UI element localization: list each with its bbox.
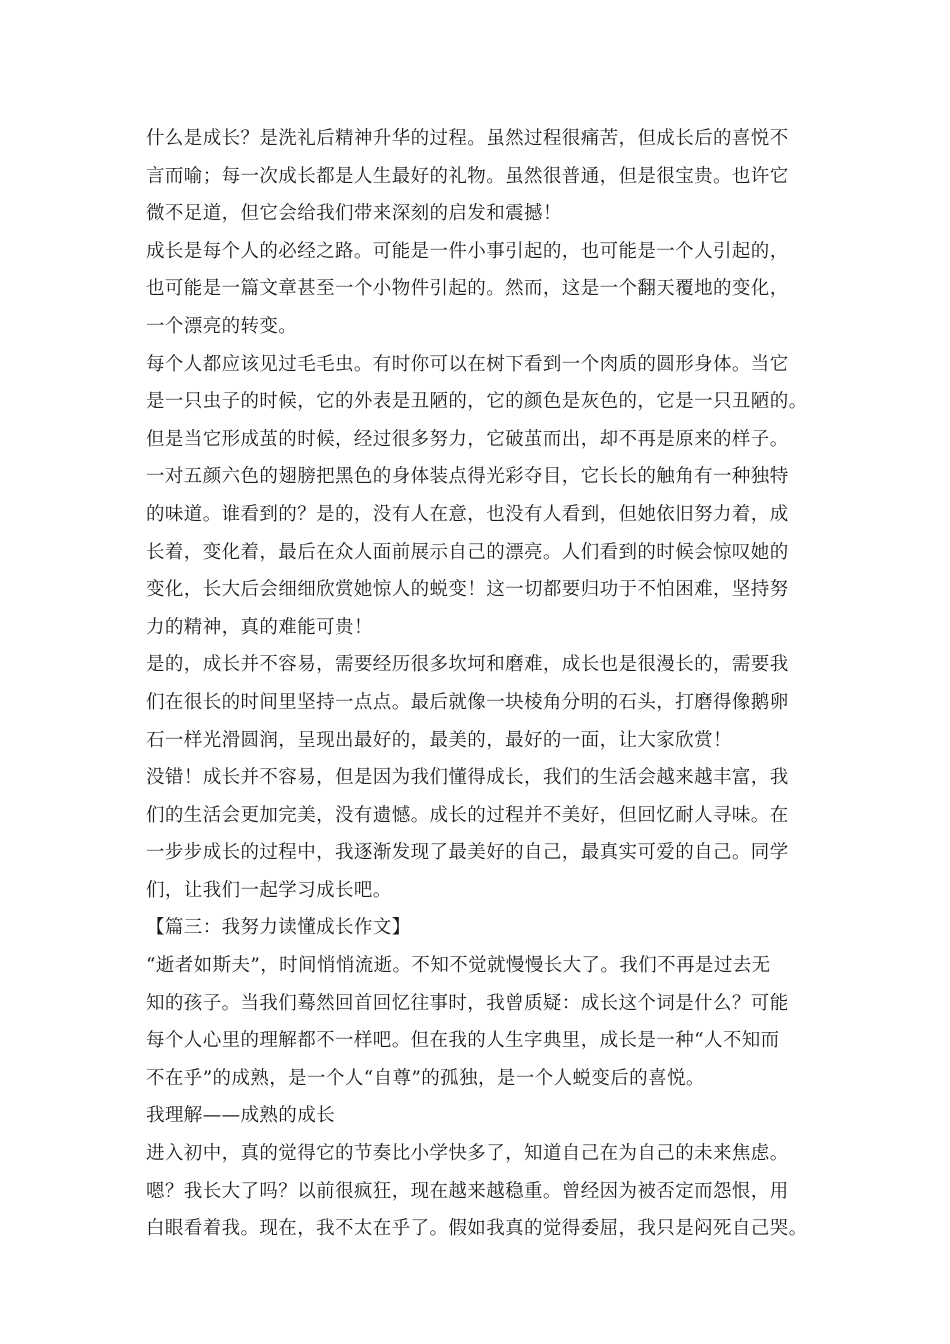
text-line: 们的生活会更加完美，没有遗憾。成长的过程并不美好，但回忆耐人寻味。在 (146, 804, 789, 826)
text-line: 知的孩子。当我们蓦然回首回忆往事时，我曾质疑：成长这个词是什么？可能 (146, 992, 789, 1014)
essay-body (146, 120, 846, 1248)
text-line: 没错！成长并不容易，但是因为我们懂得成长，我们的生活会越来越丰富，我 (146, 767, 789, 789)
text-line: 一个漂亮的转变。 (146, 315, 298, 337)
text-line: 言而喻；每一次成长都是人生最好的礼物。虽然很普通，但是很宝贵。也许它 (146, 165, 789, 187)
text-line: 白眼看着我。现在，我不太在乎了。假如我真的觉得委屈，我只是闷死自己哭。 (146, 1218, 808, 1240)
text-line: 微不足道，但它会给我们带来深刻的启发和震撼！ (146, 203, 562, 225)
text-line: 是的，成长并不容易，需要经历很多坎坷和磨难，成长也是很漫长的，需要我 (146, 654, 789, 676)
text-line: 们在很长的时间里坚持一点点。最后就像一块棱角分明的石头，打磨得像鹅卵 (146, 691, 789, 713)
text-line: 什么是成长？是洗礼后精神升华的过程。虽然过程很痛苦，但成长后的喜悦不 (146, 128, 789, 149)
text-line: 进入初中，真的觉得它的节奏比小学快多了，知道自己在为自己的未来焦虑。 (146, 1143, 789, 1165)
text-line: 成长是每个人的必经之路。可能是一件小事引起的，也可能是一个人引起的， (146, 240, 789, 262)
text-line: 变化，长大后会细细欣赏她惊人的蜕变！这一切都要归功于不怕困难，坚持努 (146, 579, 789, 601)
text-line: 但是当它形成茧的时候，经过很多努力，它破茧而出，却不再是原来的样子。 (146, 428, 789, 450)
text-line: 一对五颜六色的翅膀把黑色的身体装点得光彩夺目，它长长的触角有一种独特 (146, 466, 789, 488)
text-line: 也可能是一篇文章甚至一个小物件引起的。然而，这是一个翻天覆地的变化， (146, 278, 789, 300)
text-line: 力的精神，真的难能可贵！ (146, 616, 373, 638)
text-line: 是一只虫子的时候，它的外表是丑陋的，它的颜色是灰色的，它是一只丑陋的。 (146, 391, 808, 413)
text-line: 的味道。谁看到的？是的，没有人在意，也没有人看到，但她依旧努力着，成 (146, 503, 789, 525)
text-line: 石一样光滑圆润，呈现出最好的，最美的，最好的一面，让大家欣赏！ (146, 729, 732, 751)
text-line: 嗯？我长大了吗？以前很疯狂，现在越来越稳重。曾经因为被否定而怨恨，用 (146, 1180, 789, 1202)
text-line: “逝者如斯夫”，时间悄悄流逝。不知不觉就慢慢长大了。我们不再是过去无 (146, 955, 771, 977)
text-line: 每个人都应该见过毛毛虫。有时你可以在树下看到一个肉质的圆形身体。当它 (146, 353, 789, 375)
text-line: 每个人心里的理解都不一样吧。但在我的人生字典里，成长是一种“人不知而 (146, 1030, 780, 1052)
section-heading: 【篇三：我努力读懂成长作文】 (146, 917, 411, 939)
text-line: 长着，变化着，最后在众人面前展示自己的漂亮。人们看到的时候会惊叹她的 (146, 541, 789, 563)
text-line: 一步步成长的过程中，我逐渐发现了最美好的自己，最真实可爱的自己。同学 (146, 842, 789, 864)
subheading: 我理解——成熟的成长 (146, 1105, 336, 1127)
text-line: 们，让我们一起学习成长吧。 (146, 879, 392, 901)
text-line: 不在乎”的成熟，是一个人“自尊”的孤独，是一个人蜕变后的喜悦。 (146, 1067, 705, 1089)
